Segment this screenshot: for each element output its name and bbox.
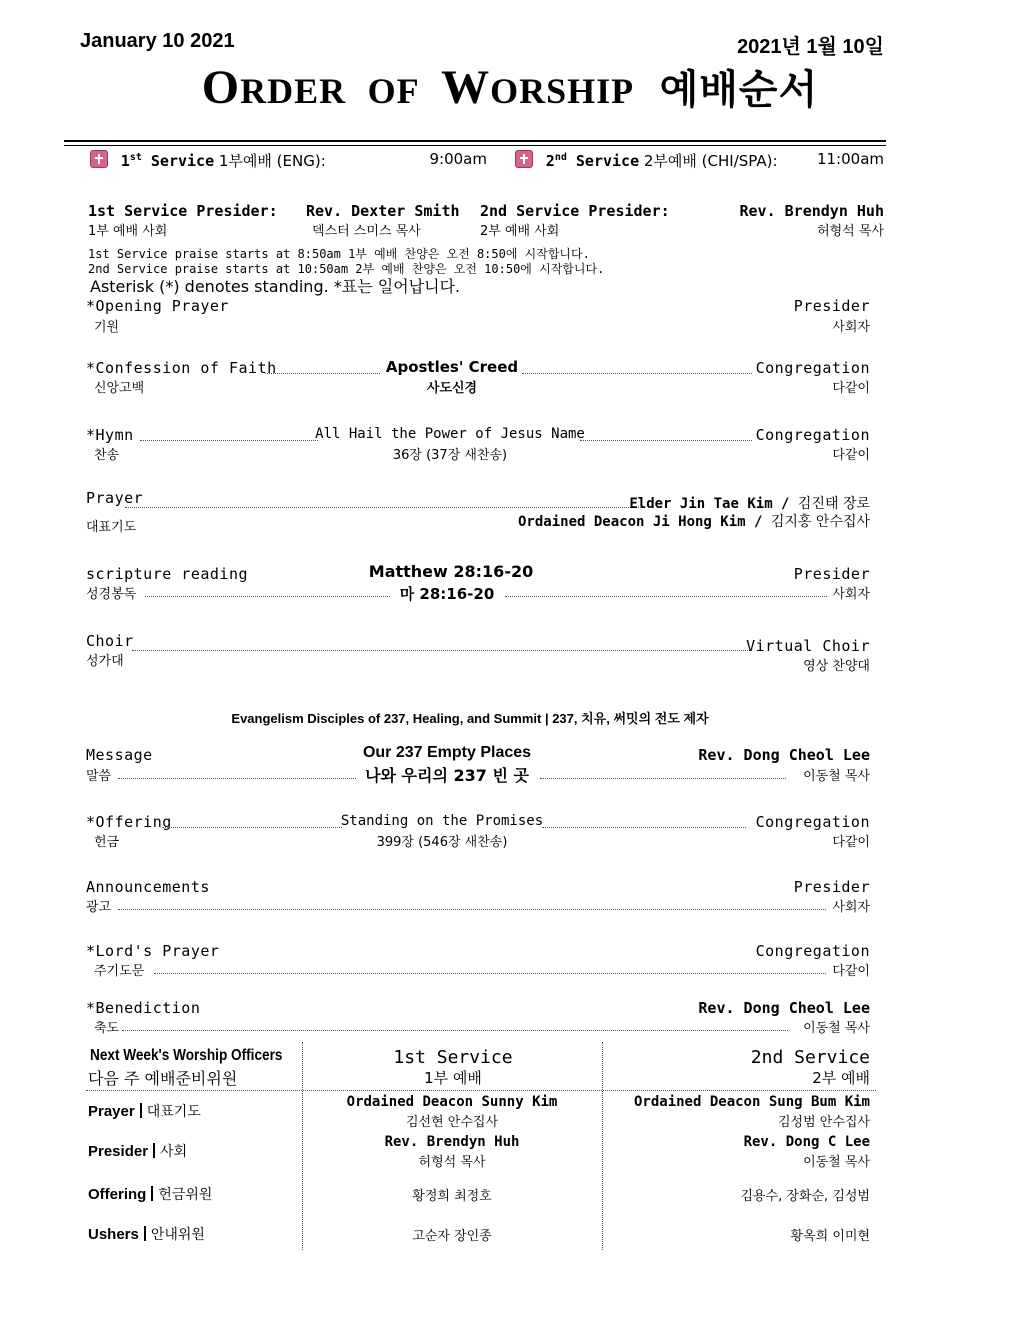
dot-leader [162,827,342,828]
dot-leader [580,440,752,441]
opening-prayer-label-ko: 기원 [94,320,120,335]
praise-note-first: 1st Service praise starts at 8:50am 1부 예배 찬양은 오전 8:50에 시작합니다. [88,247,590,261]
second-presider-name-ko: 허형석 목사 [817,224,884,239]
choir-leader-ko: 영상 찬양대 [803,659,870,674]
dot-leader [522,373,752,374]
second-presider-name: Rev. Brendyn Huh [739,202,884,220]
prayer-leader-first: Elder Jin Tae Kim / 김진태 장로 [629,496,870,512]
praise-note-second: 2nd Service praise starts at 10:50am 2부 예배 찬양은 오전 10:50에 시작합니다. [88,262,605,276]
officer-cell-ko: 이동철 목사 [803,1155,870,1170]
asterisk-note: Asterisk (*) denotes standing. *표는 일어납니다. [90,277,461,296]
second-presider-label: 2nd Service Presider: [480,202,670,220]
opening-prayer-leader: Presider [793,297,870,315]
officers-heading-ko: 다음 주 예배준비위원 [88,1069,238,1088]
dot-leader [540,778,786,779]
first-presider-label-ko: 1부 예배 사회 [88,224,168,239]
officer-cell-ko: 고순자 장인종 [412,1229,492,1244]
dot-leader [132,650,750,651]
first-service-line: 1st Service 1부예배 (ENG): [90,150,326,171]
dot-leader [125,507,645,508]
scripture-passage: Matthew 28:16-20 [368,562,534,581]
title-divider-thin [64,145,886,146]
confession-item-ko: 사도신경 [426,381,478,396]
date-korean: 2021년 1월 10일 [737,36,884,58]
officer-cell-ko: 김성범 안수집사 [777,1115,870,1130]
evangelism-theme: Evangelism Disciples of 237, Healing, and Summit | 237, 치유, 써밋의 전도 제자 [231,711,709,726]
dot-leader [118,909,826,910]
dot-leader [265,373,380,374]
lords-prayer-leader-ko: 다같이 [832,964,870,979]
officer-cell: Rev. Dong C Lee [743,1134,870,1150]
page-title: ORDER OF WORSHIP 예배순서 [201,61,819,114]
lords-prayer-label-ko: 주기도문 [94,964,145,979]
choir-label-ko: 성가대 [86,654,124,669]
title-divider-thick [64,140,886,142]
officer-cell: Ordained Deacon Sung Bum Kim [633,1094,870,1110]
first-service-time: 9:00am [429,150,487,168]
dot-leader [542,827,746,828]
col-first-service-ko: 1부 예배 [424,1069,482,1087]
second-service-time: 11:00am [816,150,884,168]
cross-icon [90,150,108,168]
confession-leader: Congregation [755,359,870,377]
offering-hymn-number: 399장 (546장 새찬송) [376,835,508,850]
choir-leader: Virtual Choir [746,637,870,655]
officers-heading: Next Week's Worship Officers [90,1047,283,1064]
date-english: January 10 2021 [80,30,235,52]
benediction-leader-ko: 이동철 목사 [803,1021,870,1036]
sermon-title-ko: 나와 우리의 237 빈 곳 [365,766,529,785]
dot-leader [154,973,826,974]
officer-cell-ko: 허형석 목사 [418,1155,486,1170]
lords-prayer-leader: Congregation [755,942,870,960]
first-presider-label: 1st Service Presider: [88,202,278,220]
prayer-leader-second: Ordained Deacon Ji Hong Kim / 김지홍 안수집사 [518,514,870,530]
announcements-leader-ko: 사회자 [832,900,870,915]
choir-label: Choir [86,632,134,650]
officer-cell-ko: 황옥희 이미현 [790,1229,870,1244]
scripture-leader-ko: 사회자 [832,587,870,602]
confession-label: *Confession of Faith [86,359,277,377]
officer-cell: Ordained Deacon Sunny Kim [346,1094,558,1110]
dot-leader [122,1030,788,1031]
col-second-service-ko: 2부 예배 [812,1069,870,1087]
confession-label-ko: 신앙고백 [94,381,145,396]
announcements-label: Announcements [86,878,210,896]
dot-leader [505,596,827,597]
lords-prayer-label: *Lord's Prayer [86,942,220,960]
second-service-line: 2nd Service 2부예배 (CHI/SPA): [515,150,778,171]
hymn-label: *Hymn [86,426,134,444]
offering-label-ko: 헌금 [94,835,120,850]
offering-hymn-title: Standing on the Promises [340,813,544,829]
benediction-label-ko: 축도 [94,1021,120,1036]
confession-leader-ko: 다같이 [832,381,870,396]
second-presider-label-ko: 2부 예배 사회 [480,224,560,239]
table-header-divider [86,1090,876,1091]
scripture-label: scripture reading [86,565,249,583]
scripture-passage-ko: 마 28:16-20 [399,585,495,603]
hymn-leader-ko: 다같이 [832,448,870,463]
scripture-leader: Presider [793,565,870,583]
announcements-label-ko: 광고 [86,900,112,915]
officer-row-label: Presider 사회 [88,1143,188,1160]
first-presider-name: Rev. Dexter Smith [306,202,460,220]
table-divider [302,1042,303,1250]
cross-icon [515,150,533,168]
col-second-service: 2nd Service [750,1047,870,1068]
offering-leader-ko: 다같이 [832,835,870,850]
dot-leader [118,778,356,779]
officer-row-label: Prayer 대표기도 [88,1103,201,1120]
scripture-label-ko: 성경봉독 [86,587,137,602]
prayer-label-ko: 대표기도 [86,520,137,535]
prayer-label: Prayer [86,489,144,507]
officer-cell: Rev. Brendyn Huh [384,1134,520,1150]
benediction-leader: Rev. Dong Cheol Lee [698,999,870,1017]
hymn-leader: Congregation [755,426,870,444]
officer-row-label: Offering 헌금위원 [88,1186,213,1203]
offering-leader: Congregation [755,813,870,831]
confession-item: Apostles' Creed [385,358,519,376]
message-label-ko: 말씀 [86,769,112,784]
officer-cell-ko: 김용수, 장화순, 김성범 [740,1189,870,1204]
hymn-number: 36장 (37장 새찬송) [392,448,508,463]
first-presider-name-ko: 덱스터 스미스 목사 [312,224,421,239]
message-speaker: Rev. Dong Cheol Lee [698,746,870,764]
hymn-label-ko: 찬송 [94,448,120,463]
dot-leader [140,440,318,441]
dot-leader [145,596,390,597]
officer-row-label: Ushers 안내위원 [88,1226,205,1243]
opening-prayer-leader-ko: 사회자 [832,320,870,335]
col-first-service: 1st Service [393,1047,513,1068]
sermon-title: Our 237 Empty Places [362,744,532,761]
announcements-leader: Presider [793,878,870,896]
table-divider [602,1042,603,1250]
officer-cell-ko: 황정희 최정호 [412,1189,492,1204]
benediction-label: *Benediction [86,999,201,1017]
message-speaker-ko: 이동철 목사 [803,769,870,784]
hymn-title: All Hail the Power of Jesus Name [315,426,585,442]
message-label: Message [86,746,153,764]
offering-label: *Offering [86,813,172,831]
officer-cell-ko: 김선현 안수집사 [405,1115,499,1130]
opening-prayer-label: *Opening Prayer [86,297,229,315]
